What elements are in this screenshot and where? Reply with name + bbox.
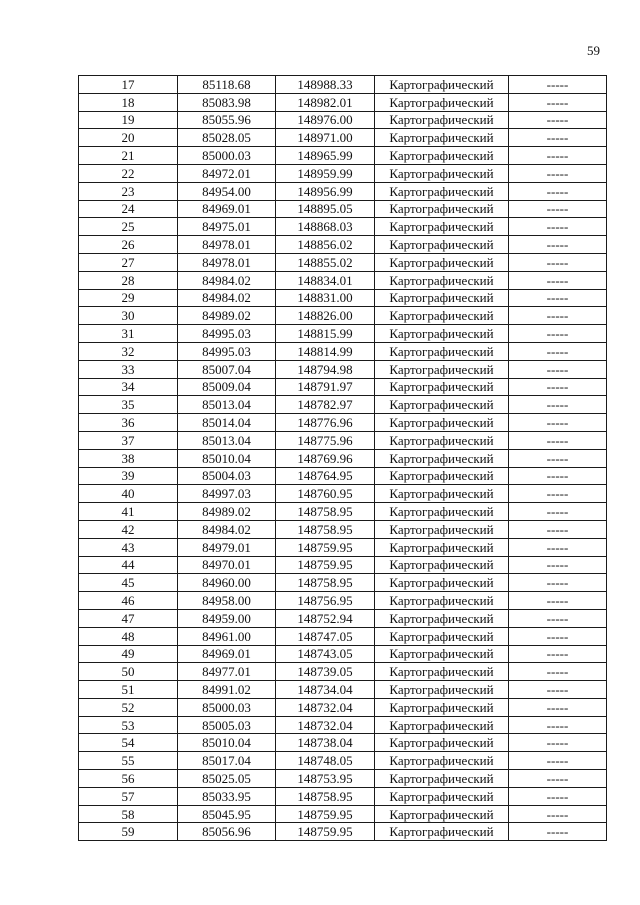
method-cell: Картографический bbox=[375, 360, 509, 378]
note-cell: ----- bbox=[509, 503, 607, 521]
note-cell: ----- bbox=[509, 609, 607, 627]
note-cell: ----- bbox=[509, 681, 607, 699]
point-number-cell: 33 bbox=[79, 360, 178, 378]
point-number-cell: 36 bbox=[79, 414, 178, 432]
x-coordinate-cell: 84978.01 bbox=[178, 253, 276, 271]
method-cell: Картографический bbox=[375, 414, 509, 432]
note-cell: ----- bbox=[509, 307, 607, 325]
y-coordinate-cell: 148831.00 bbox=[276, 289, 375, 307]
method-cell: Картографический bbox=[375, 592, 509, 610]
x-coordinate-cell: 85017.04 bbox=[178, 752, 276, 770]
y-coordinate-cell: 148758.95 bbox=[276, 787, 375, 805]
y-coordinate-cell: 148988.33 bbox=[276, 76, 375, 94]
x-coordinate-cell: 84958.00 bbox=[178, 592, 276, 610]
table-row bbox=[79, 503, 607, 521]
point-number-cell: 42 bbox=[79, 520, 178, 538]
x-coordinate-cell: 84989.02 bbox=[178, 503, 276, 521]
method-cell: Картографический bbox=[375, 716, 509, 734]
x-coordinate-cell: 85055.96 bbox=[178, 111, 276, 129]
method-cell: Картографический bbox=[375, 111, 509, 129]
note-cell: ----- bbox=[509, 271, 607, 289]
y-coordinate-cell: 148895.05 bbox=[276, 200, 375, 218]
note-cell: ----- bbox=[509, 556, 607, 574]
x-coordinate-cell: 85056.96 bbox=[178, 823, 276, 841]
x-coordinate-cell: 85010.04 bbox=[178, 449, 276, 467]
method-cell: Картографический bbox=[375, 325, 509, 343]
x-coordinate-cell: 85014.04 bbox=[178, 414, 276, 432]
table-row bbox=[79, 645, 607, 663]
point-number-cell: 57 bbox=[79, 787, 178, 805]
x-coordinate-cell: 85083.98 bbox=[178, 93, 276, 111]
note-cell: ----- bbox=[509, 378, 607, 396]
y-coordinate-cell: 148776.96 bbox=[276, 414, 375, 432]
table-row bbox=[79, 289, 607, 307]
point-number-cell: 40 bbox=[79, 485, 178, 503]
point-number-cell: 45 bbox=[79, 574, 178, 592]
note-cell: ----- bbox=[509, 645, 607, 663]
x-coordinate-cell: 85005.03 bbox=[178, 716, 276, 734]
table-row bbox=[79, 342, 607, 360]
y-coordinate-cell: 148748.05 bbox=[276, 752, 375, 770]
note-cell: ----- bbox=[509, 770, 607, 788]
x-coordinate-cell: 84984.02 bbox=[178, 520, 276, 538]
x-coordinate-cell: 84989.02 bbox=[178, 307, 276, 325]
method-cell: Картографический bbox=[375, 752, 509, 770]
method-cell: Картографический bbox=[375, 253, 509, 271]
point-number-cell: 50 bbox=[79, 663, 178, 681]
table-row bbox=[79, 663, 607, 681]
point-number-cell: 51 bbox=[79, 681, 178, 699]
point-number-cell: 19 bbox=[79, 111, 178, 129]
method-cell: Картографический bbox=[375, 556, 509, 574]
method-cell: Картографический bbox=[375, 520, 509, 538]
point-number-cell: 32 bbox=[79, 342, 178, 360]
table-row bbox=[79, 449, 607, 467]
y-coordinate-cell: 148834.01 bbox=[276, 271, 375, 289]
table-row bbox=[79, 752, 607, 770]
y-coordinate-cell: 148855.02 bbox=[276, 253, 375, 271]
x-coordinate-cell: 85025.05 bbox=[178, 770, 276, 788]
x-coordinate-cell: 85118.68 bbox=[178, 76, 276, 94]
note-cell: ----- bbox=[509, 76, 607, 94]
note-cell: ----- bbox=[509, 414, 607, 432]
table-row bbox=[79, 467, 607, 485]
y-coordinate-cell: 148758.95 bbox=[276, 503, 375, 521]
point-number-cell: 43 bbox=[79, 538, 178, 556]
y-coordinate-cell: 148791.97 bbox=[276, 378, 375, 396]
y-coordinate-cell: 148971.00 bbox=[276, 129, 375, 147]
table-row bbox=[79, 200, 607, 218]
point-number-cell: 18 bbox=[79, 93, 178, 111]
table-row bbox=[79, 485, 607, 503]
table-row bbox=[79, 218, 607, 236]
y-coordinate-cell: 148753.95 bbox=[276, 770, 375, 788]
method-cell: Картографический bbox=[375, 823, 509, 841]
point-number-cell: 38 bbox=[79, 449, 178, 467]
method-cell: Картографический bbox=[375, 431, 509, 449]
y-coordinate-cell: 148826.00 bbox=[276, 307, 375, 325]
note-cell: ----- bbox=[509, 253, 607, 271]
method-cell: Картографический bbox=[375, 574, 509, 592]
note-cell: ----- bbox=[509, 627, 607, 645]
note-cell: ----- bbox=[509, 342, 607, 360]
table-row bbox=[79, 698, 607, 716]
table-row bbox=[79, 520, 607, 538]
method-cell: Картографический bbox=[375, 378, 509, 396]
y-coordinate-cell: 148959.99 bbox=[276, 164, 375, 182]
method-cell: Картографический bbox=[375, 182, 509, 200]
x-coordinate-cell: 85004.03 bbox=[178, 467, 276, 485]
y-coordinate-cell: 148743.05 bbox=[276, 645, 375, 663]
method-cell: Картографический bbox=[375, 681, 509, 699]
point-number-cell: 26 bbox=[79, 236, 178, 254]
point-number-cell: 46 bbox=[79, 592, 178, 610]
table-row bbox=[79, 147, 607, 165]
method-cell: Картографический bbox=[375, 93, 509, 111]
method-cell: Картографический bbox=[375, 805, 509, 823]
point-number-cell: 30 bbox=[79, 307, 178, 325]
y-coordinate-cell: 148965.99 bbox=[276, 147, 375, 165]
y-coordinate-cell: 148956.99 bbox=[276, 182, 375, 200]
x-coordinate-cell: 85009.04 bbox=[178, 378, 276, 396]
method-cell: Картографический bbox=[375, 645, 509, 663]
point-number-cell: 17 bbox=[79, 76, 178, 94]
table-row bbox=[79, 716, 607, 734]
table-row bbox=[79, 182, 607, 200]
point-number-cell: 48 bbox=[79, 627, 178, 645]
page-number: 59 bbox=[587, 43, 600, 58]
note-cell: ----- bbox=[509, 289, 607, 307]
point-number-cell: 24 bbox=[79, 200, 178, 218]
y-coordinate-cell: 148759.95 bbox=[276, 823, 375, 841]
point-number-cell: 22 bbox=[79, 164, 178, 182]
note-cell: ----- bbox=[509, 111, 607, 129]
point-number-cell: 52 bbox=[79, 698, 178, 716]
method-cell: Картографический bbox=[375, 734, 509, 752]
x-coordinate-cell: 84979.01 bbox=[178, 538, 276, 556]
method-cell: Картографический bbox=[375, 485, 509, 503]
point-number-cell: 21 bbox=[79, 147, 178, 165]
table-row bbox=[79, 770, 607, 788]
table-row bbox=[79, 360, 607, 378]
point-number-cell: 20 bbox=[79, 129, 178, 147]
method-cell: Картографический bbox=[375, 609, 509, 627]
point-number-cell: 35 bbox=[79, 396, 178, 414]
method-cell: Картографический bbox=[375, 307, 509, 325]
table-row bbox=[79, 556, 607, 574]
y-coordinate-cell: 148759.95 bbox=[276, 538, 375, 556]
note-cell: ----- bbox=[509, 93, 607, 111]
table-row bbox=[79, 592, 607, 610]
note-cell: ----- bbox=[509, 805, 607, 823]
method-cell: Картографический bbox=[375, 271, 509, 289]
y-coordinate-cell: 148814.99 bbox=[276, 342, 375, 360]
point-number-cell: 37 bbox=[79, 431, 178, 449]
point-number-cell: 31 bbox=[79, 325, 178, 343]
y-coordinate-cell: 148739.05 bbox=[276, 663, 375, 681]
y-coordinate-cell: 148815.99 bbox=[276, 325, 375, 343]
y-coordinate-cell: 148732.04 bbox=[276, 716, 375, 734]
note-cell: ----- bbox=[509, 592, 607, 610]
method-cell: Картографический bbox=[375, 627, 509, 645]
method-cell: Картографический bbox=[375, 538, 509, 556]
x-coordinate-cell: 84997.03 bbox=[178, 485, 276, 503]
x-coordinate-cell: 85045.95 bbox=[178, 805, 276, 823]
point-number-cell: 59 bbox=[79, 823, 178, 841]
note-cell: ----- bbox=[509, 431, 607, 449]
note-cell: ----- bbox=[509, 734, 607, 752]
note-cell: ----- bbox=[509, 663, 607, 681]
point-number-cell: 53 bbox=[79, 716, 178, 734]
y-coordinate-cell: 148764.95 bbox=[276, 467, 375, 485]
table-row bbox=[79, 76, 607, 94]
point-number-cell: 29 bbox=[79, 289, 178, 307]
note-cell: ----- bbox=[509, 520, 607, 538]
table-row bbox=[79, 111, 607, 129]
method-cell: Картографический bbox=[375, 164, 509, 182]
method-cell: Картографический bbox=[375, 200, 509, 218]
note-cell: ----- bbox=[509, 147, 607, 165]
y-coordinate-cell: 148758.95 bbox=[276, 520, 375, 538]
x-coordinate-cell: 84960.00 bbox=[178, 574, 276, 592]
table-row bbox=[79, 431, 607, 449]
y-coordinate-cell: 148759.95 bbox=[276, 805, 375, 823]
method-cell: Картографический bbox=[375, 289, 509, 307]
x-coordinate-cell: 85000.03 bbox=[178, 147, 276, 165]
note-cell: ----- bbox=[509, 716, 607, 734]
table-row bbox=[79, 396, 607, 414]
method-cell: Картографический bbox=[375, 770, 509, 788]
x-coordinate-cell: 84995.03 bbox=[178, 342, 276, 360]
method-cell: Картографический bbox=[375, 449, 509, 467]
note-cell: ----- bbox=[509, 164, 607, 182]
note-cell: ----- bbox=[509, 752, 607, 770]
y-coordinate-cell: 148738.04 bbox=[276, 734, 375, 752]
x-coordinate-cell: 84977.01 bbox=[178, 663, 276, 681]
note-cell: ----- bbox=[509, 218, 607, 236]
x-coordinate-cell: 84991.02 bbox=[178, 681, 276, 699]
y-coordinate-cell: 148758.95 bbox=[276, 574, 375, 592]
x-coordinate-cell: 84961.00 bbox=[178, 627, 276, 645]
table-row bbox=[79, 236, 607, 254]
x-coordinate-cell: 85000.03 bbox=[178, 698, 276, 716]
x-coordinate-cell: 84970.01 bbox=[178, 556, 276, 574]
x-coordinate-cell: 84984.02 bbox=[178, 289, 276, 307]
point-number-cell: 41 bbox=[79, 503, 178, 521]
coordinates-table bbox=[78, 75, 607, 841]
table-row bbox=[79, 378, 607, 396]
method-cell: Картографический bbox=[375, 342, 509, 360]
table-row bbox=[79, 823, 607, 841]
method-cell: Картографический bbox=[375, 129, 509, 147]
table-row bbox=[79, 627, 607, 645]
x-coordinate-cell: 85033.95 bbox=[178, 787, 276, 805]
x-coordinate-cell: 84954.00 bbox=[178, 182, 276, 200]
table-row bbox=[79, 325, 607, 343]
note-cell: ----- bbox=[509, 485, 607, 503]
point-number-cell: 39 bbox=[79, 467, 178, 485]
x-coordinate-cell: 84959.00 bbox=[178, 609, 276, 627]
note-cell: ----- bbox=[509, 698, 607, 716]
method-cell: Картографический bbox=[375, 236, 509, 254]
method-cell: Картографический bbox=[375, 147, 509, 165]
table-row bbox=[79, 414, 607, 432]
note-cell: ----- bbox=[509, 236, 607, 254]
table-row bbox=[79, 609, 607, 627]
y-coordinate-cell: 148756.95 bbox=[276, 592, 375, 610]
y-coordinate-cell: 148976.00 bbox=[276, 111, 375, 129]
note-cell: ----- bbox=[509, 538, 607, 556]
y-coordinate-cell: 148760.95 bbox=[276, 485, 375, 503]
x-coordinate-cell: 85028.05 bbox=[178, 129, 276, 147]
method-cell: Картографический bbox=[375, 698, 509, 716]
method-cell: Картографический bbox=[375, 787, 509, 805]
method-cell: Картографический bbox=[375, 467, 509, 485]
coordinates-table-body bbox=[79, 76, 607, 841]
note-cell: ----- bbox=[509, 360, 607, 378]
x-coordinate-cell: 85010.04 bbox=[178, 734, 276, 752]
table-row bbox=[79, 129, 607, 147]
table-row bbox=[79, 574, 607, 592]
x-coordinate-cell: 84984.02 bbox=[178, 271, 276, 289]
table-row bbox=[79, 538, 607, 556]
method-cell: Картографический bbox=[375, 76, 509, 94]
y-coordinate-cell: 148734.04 bbox=[276, 681, 375, 699]
x-coordinate-cell: 84995.03 bbox=[178, 325, 276, 343]
y-coordinate-cell: 148747.05 bbox=[276, 627, 375, 645]
y-coordinate-cell: 148782.97 bbox=[276, 396, 375, 414]
point-number-cell: 34 bbox=[79, 378, 178, 396]
point-number-cell: 55 bbox=[79, 752, 178, 770]
method-cell: Картографический bbox=[375, 663, 509, 681]
note-cell: ----- bbox=[509, 574, 607, 592]
table-row bbox=[79, 734, 607, 752]
note-cell: ----- bbox=[509, 182, 607, 200]
method-cell: Картографический bbox=[375, 396, 509, 414]
point-number-cell: 27 bbox=[79, 253, 178, 271]
point-number-cell: 56 bbox=[79, 770, 178, 788]
x-coordinate-cell: 85007.04 bbox=[178, 360, 276, 378]
point-number-cell: 25 bbox=[79, 218, 178, 236]
method-cell: Картографический bbox=[375, 218, 509, 236]
x-coordinate-cell: 84972.01 bbox=[178, 164, 276, 182]
point-number-cell: 28 bbox=[79, 271, 178, 289]
note-cell: ----- bbox=[509, 325, 607, 343]
table-row bbox=[79, 805, 607, 823]
x-coordinate-cell: 84978.01 bbox=[178, 236, 276, 254]
note-cell: ----- bbox=[509, 200, 607, 218]
point-number-cell: 58 bbox=[79, 805, 178, 823]
y-coordinate-cell: 148982.01 bbox=[276, 93, 375, 111]
y-coordinate-cell: 148775.96 bbox=[276, 431, 375, 449]
table-row bbox=[79, 307, 607, 325]
x-coordinate-cell: 84969.01 bbox=[178, 645, 276, 663]
table-row bbox=[79, 681, 607, 699]
table-row bbox=[79, 253, 607, 271]
point-number-cell: 44 bbox=[79, 556, 178, 574]
x-coordinate-cell: 85013.04 bbox=[178, 396, 276, 414]
x-coordinate-cell: 84975.01 bbox=[178, 218, 276, 236]
note-cell: ----- bbox=[509, 823, 607, 841]
note-cell: ----- bbox=[509, 449, 607, 467]
point-number-cell: 54 bbox=[79, 734, 178, 752]
point-number-cell: 49 bbox=[79, 645, 178, 663]
y-coordinate-cell: 148759.95 bbox=[276, 556, 375, 574]
y-coordinate-cell: 148856.02 bbox=[276, 236, 375, 254]
y-coordinate-cell: 148794.98 bbox=[276, 360, 375, 378]
y-coordinate-cell: 148732.04 bbox=[276, 698, 375, 716]
note-cell: ----- bbox=[509, 467, 607, 485]
x-coordinate-cell: 84969.01 bbox=[178, 200, 276, 218]
note-cell: ----- bbox=[509, 396, 607, 414]
note-cell: ----- bbox=[509, 129, 607, 147]
method-cell: Картографический bbox=[375, 503, 509, 521]
y-coordinate-cell: 148752.94 bbox=[276, 609, 375, 627]
point-number-cell: 23 bbox=[79, 182, 178, 200]
table-row bbox=[79, 787, 607, 805]
point-number-cell: 47 bbox=[79, 609, 178, 627]
x-coordinate-cell: 85013.04 bbox=[178, 431, 276, 449]
table-row bbox=[79, 271, 607, 289]
table-row bbox=[79, 164, 607, 182]
table-row bbox=[79, 93, 607, 111]
y-coordinate-cell: 148868.03 bbox=[276, 218, 375, 236]
note-cell: ----- bbox=[509, 787, 607, 805]
y-coordinate-cell: 148769.96 bbox=[276, 449, 375, 467]
